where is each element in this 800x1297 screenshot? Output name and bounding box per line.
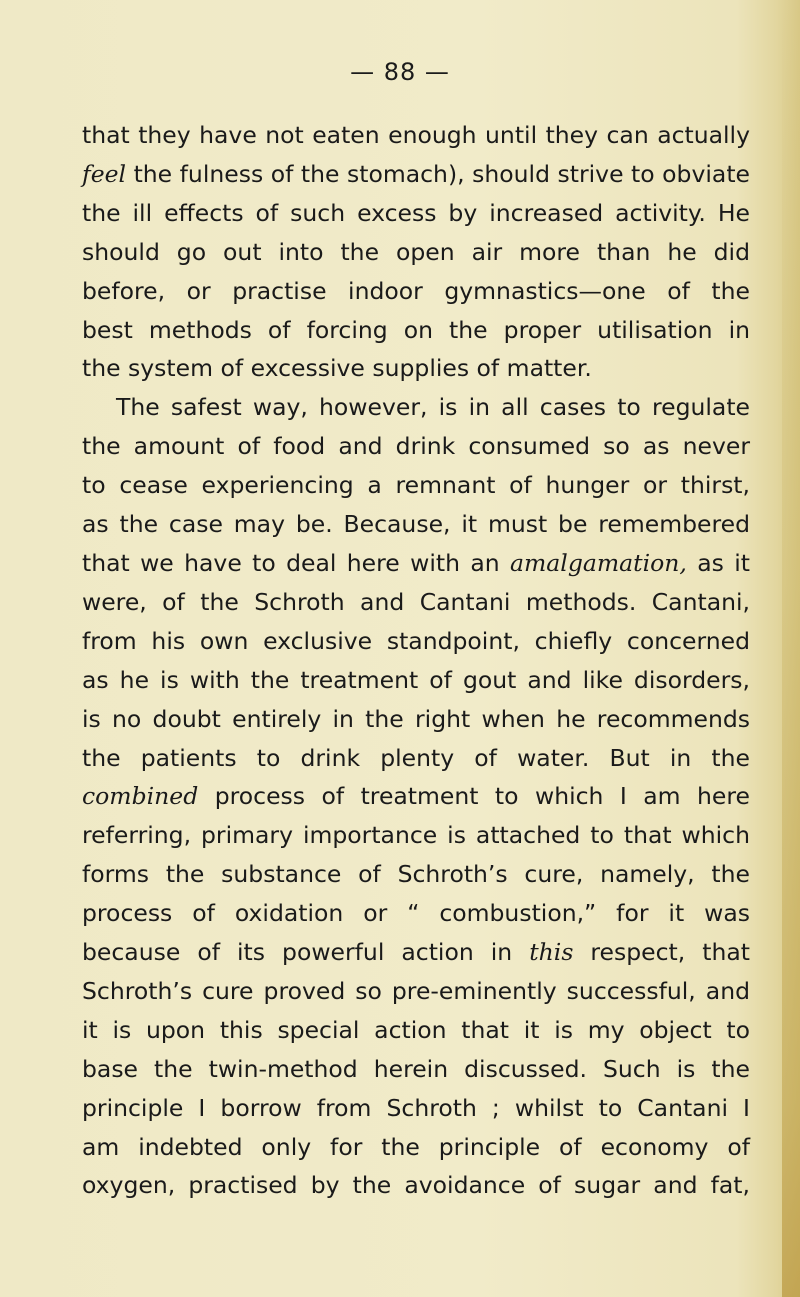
text-line: combined process of treatment to which I am here bbox=[82, 782, 750, 811]
body-text bbox=[82, 116, 750, 1205]
italic-emphasis: feel bbox=[82, 159, 127, 188]
page-edge-stain bbox=[782, 0, 800, 1297]
italic-emphasis: amalgamation, bbox=[510, 548, 687, 577]
text-line: the patients to drink plenty of water. But in the bbox=[82, 743, 750, 772]
text-line: that they have not eaten enough until they can actually bbox=[82, 121, 750, 149]
text-line: before, or practise indoor gymnastics—one of the bbox=[82, 276, 750, 305]
text-line: as the case may be. Because, it must be remembered bbox=[82, 510, 750, 539]
text-line: is no doubt entirely in the right when he recommends bbox=[82, 704, 750, 733]
text-line: the ill effects of such excess by increased activity. He bbox=[82, 198, 750, 227]
italic-emphasis: this bbox=[529, 938, 574, 967]
text-line: process of oxidation or “ combustion,” for it was bbox=[82, 899, 750, 928]
text-line: the amount of food and drink consumed so as never bbox=[82, 432, 750, 461]
text-line: to cease experiencing a remnant of hunger or thirst, bbox=[82, 471, 750, 500]
text-line: because of its powerful action in this respect, that bbox=[82, 938, 750, 967]
paragraph-start-line: The safest way, however, is in all cases to regulate bbox=[116, 393, 750, 422]
text-line: were, of the Schroth and Cantani methods. Cantani, bbox=[82, 587, 750, 616]
italic-emphasis: combined bbox=[82, 782, 199, 811]
text-line: feel the fulness of the stomach), should strive to obviate bbox=[82, 159, 750, 188]
text-line: Schroth’s cure proved so pre-eminently successful, and bbox=[82, 976, 750, 1005]
text-line: oxygen, practised by the avoidance of sugar and fat, bbox=[82, 1171, 750, 1200]
text-line: principle I borrow from Schroth ; whilst to Cantani I bbox=[82, 1093, 750, 1122]
text-line: should go out into the open air more than he did bbox=[82, 237, 750, 266]
text-line: it is upon this special action that it is my object to bbox=[82, 1015, 750, 1044]
text-line: from his own exclusive standpoint, chiefly concerned bbox=[82, 626, 750, 655]
text-line: best methods of forcing on the proper utilisation in bbox=[82, 315, 750, 344]
text-line: that we have to deal here with an amalgamation, as it bbox=[82, 548, 751, 577]
text-line: am indebted only for the principle of economy of bbox=[82, 1132, 750, 1161]
text-line: forms the substance of Schroth’s cure, namely, the bbox=[82, 860, 750, 889]
text-line: base the twin-method herein discussed. Such is the bbox=[82, 1054, 750, 1083]
text-line: as he is with the treatment of gout and like disorders, bbox=[82, 665, 750, 694]
page-number: — 88 — bbox=[350, 58, 450, 86]
text-line: referring, primary importance is attached to that which bbox=[82, 821, 750, 850]
paragraph-end-line: the system of excessive supplies of matter. bbox=[82, 354, 592, 383]
